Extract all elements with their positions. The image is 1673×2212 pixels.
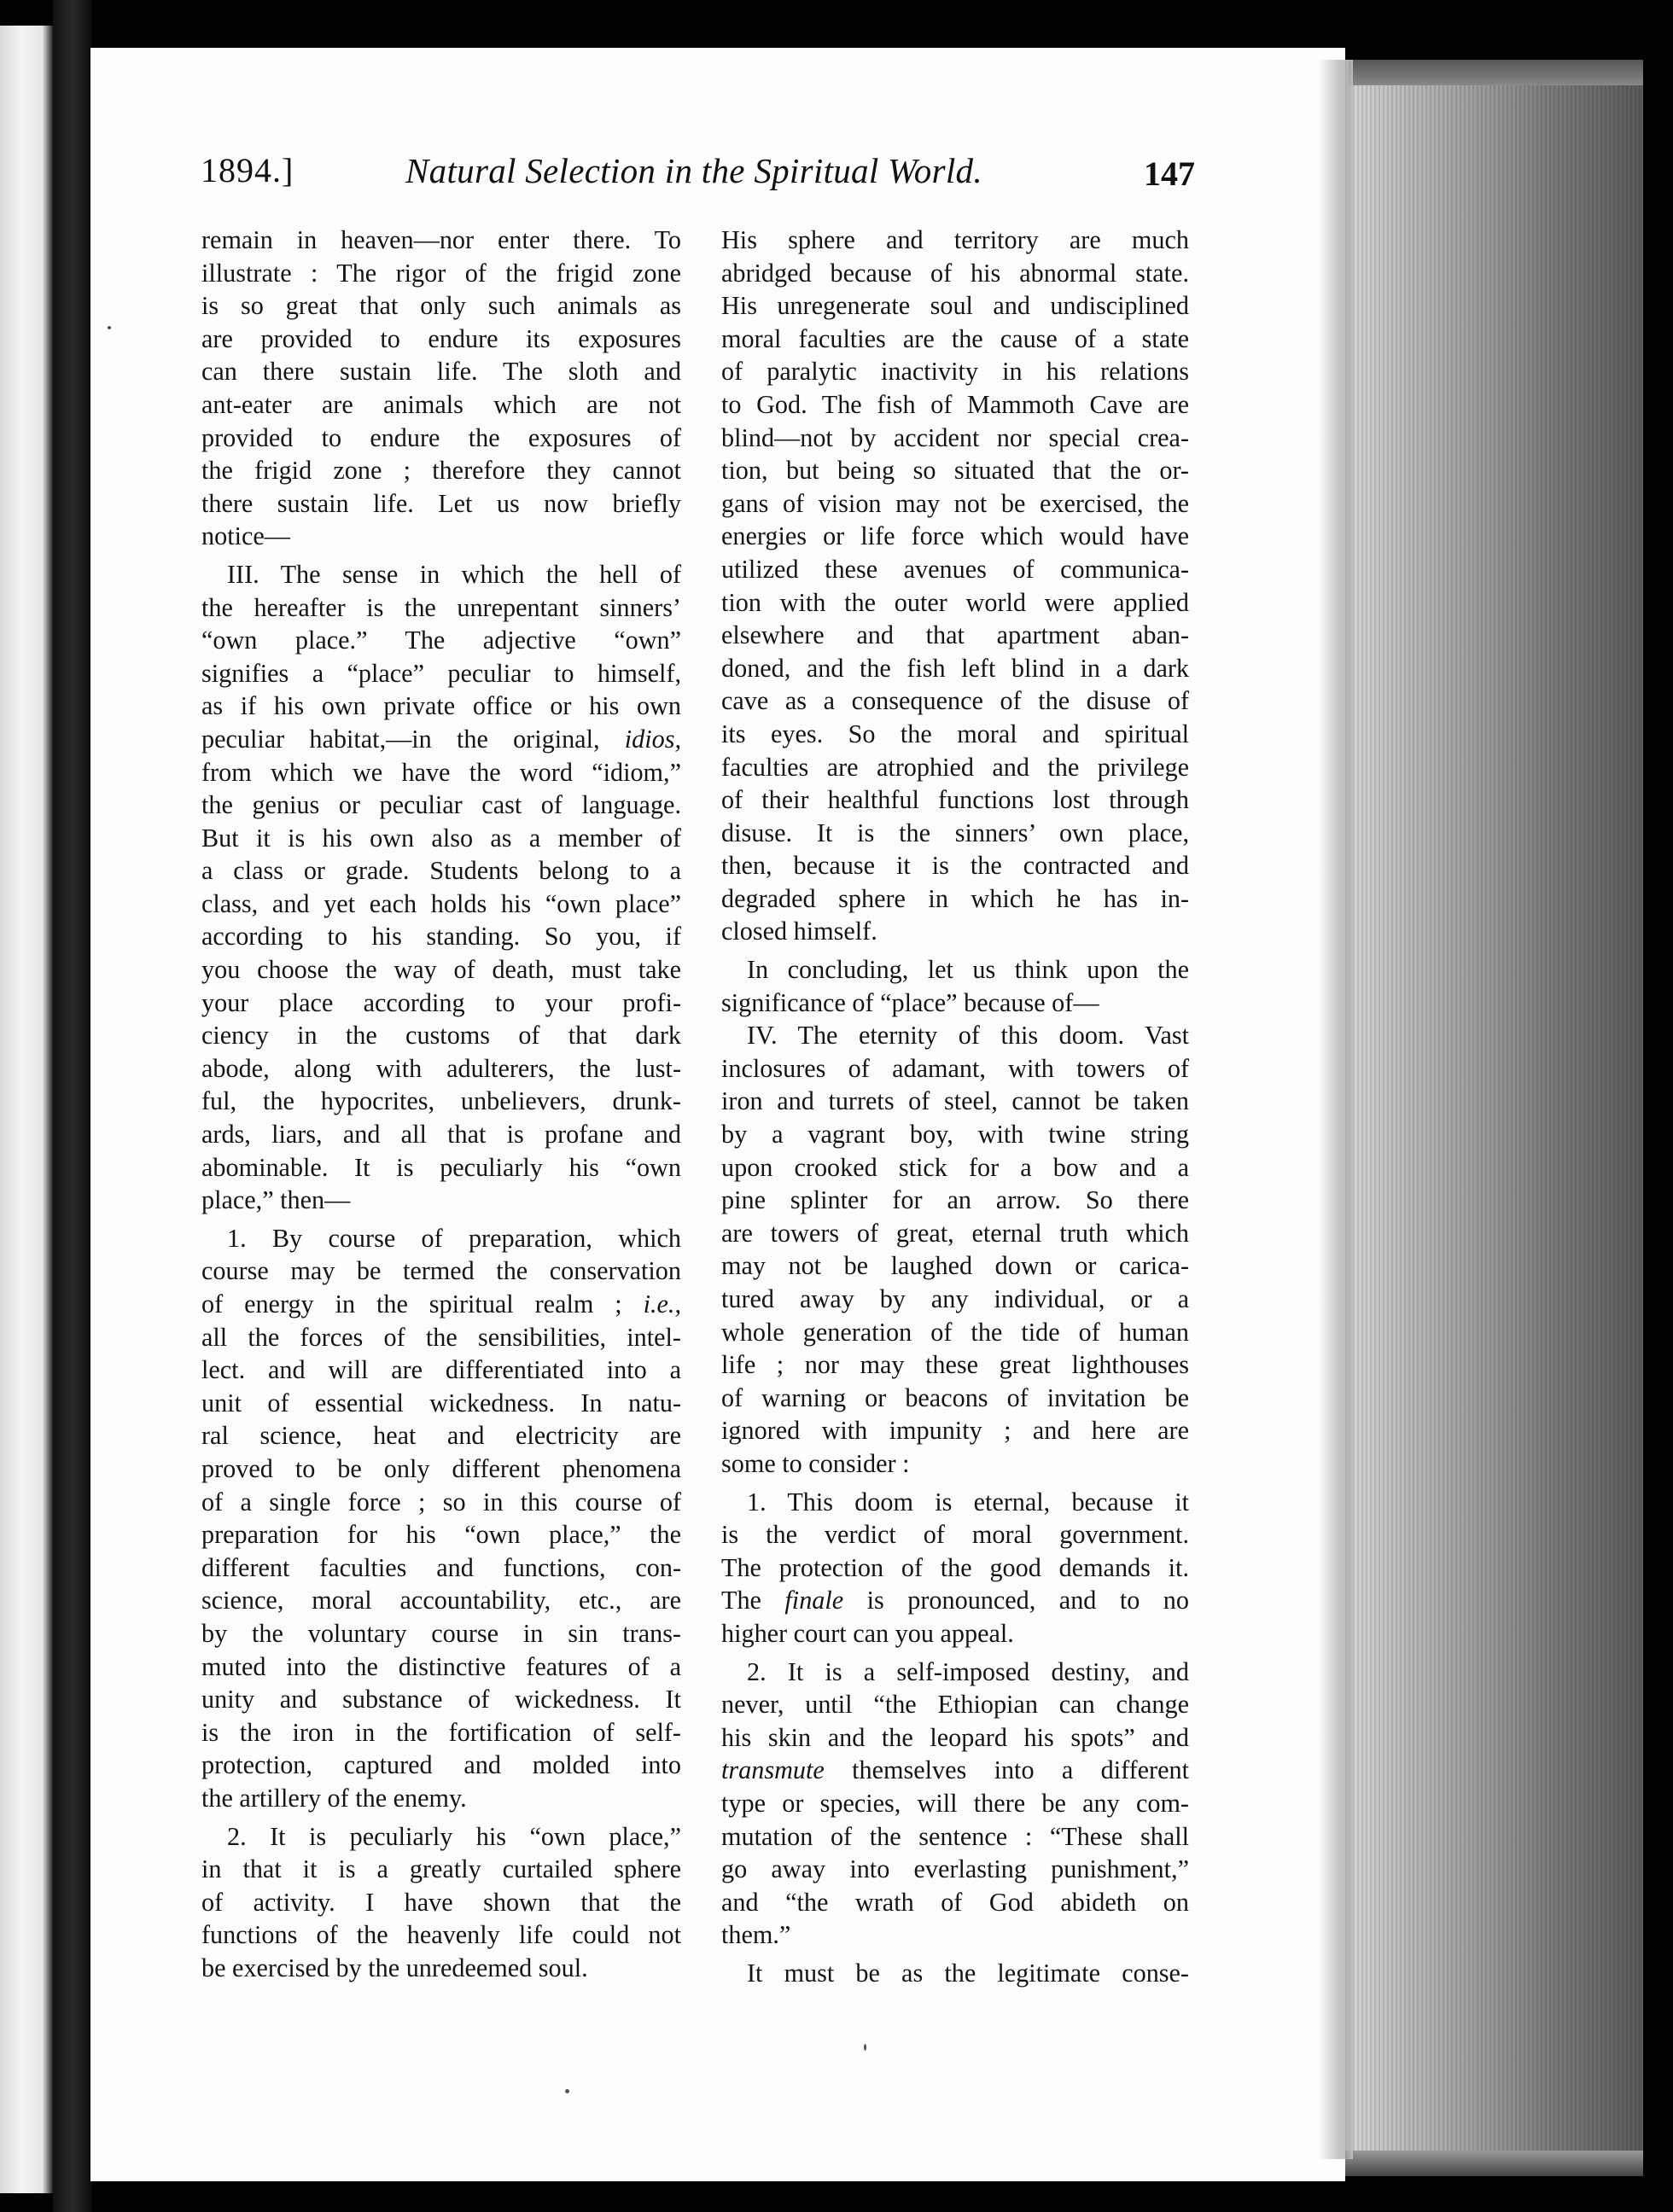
text-line: The protection of the good demands it.: [721, 1552, 1189, 1582]
text-line: can there sustain life. The sloth and: [201, 357, 681, 387]
text-line: doned, and the fish left blind in a dark: [721, 653, 1189, 683]
text-line: is the verdict of moral government.: [721, 1520, 1189, 1550]
text-line: abode, along with adulterers, the lust-: [201, 1053, 681, 1083]
text-line: In concluding, let us think upon the: [747, 955, 1189, 985]
text-line: blind—not by accident nor special crea-: [721, 422, 1189, 452]
text-line: is the iron in the fortification of self-: [201, 1717, 681, 1747]
text-line: upon crooked stick for a bow and a: [721, 1152, 1189, 1182]
text-line: there sustain life. Let us now briefly: [201, 488, 681, 518]
running-header: [201, 150, 1195, 201]
text-line: to God. The fish of Mammoth Cave are: [721, 389, 1189, 419]
text-line: ards, liars, and all that is profane and: [201, 1120, 681, 1150]
text-line: muted into the distinctive features of a: [201, 1651, 681, 1681]
text-line: peculiar habitat,—in the original, idios,: [201, 724, 681, 754]
text-line: the artillery of the enemy.: [201, 1783, 467, 1813]
text-line: of paralytic inactivity in his relations: [721, 357, 1189, 387]
page-edge-shadow: [1319, 60, 1353, 2159]
left-column: [201, 224, 681, 1984]
text-line: provided to endure the exposures of: [201, 422, 681, 452]
text-line: signifies a “place” peculiar to himself,: [201, 658, 681, 688]
text-line: be exercised by the unredeemed soul.: [201, 1953, 588, 1982]
text-line: the hereafter is the unrepentant sinners’: [201, 592, 681, 622]
text-line: abridged because of his abnormal state.: [721, 258, 1189, 288]
text-line: functions of the heavenly life could not: [201, 1920, 681, 1950]
header-title: Natural Selection in the Spiritual World.: [405, 151, 982, 190]
text-line: in that it is a greatly curtailed sphere: [201, 1854, 681, 1884]
text-line: unit of essential wickedness. In natu-: [201, 1388, 681, 1417]
text-line: tured away by any individual, or a: [721, 1284, 1189, 1313]
text-line: and “the wrath of God abideth on: [721, 1887, 1189, 1917]
text-line: significance of “place” because of—: [721, 987, 1099, 1017]
text-line: from which we have the word “idiom,”: [201, 757, 681, 787]
text-line: course may be termed the conservation: [201, 1256, 681, 1286]
text-line: tion, but being so situated that the or-: [721, 456, 1189, 486]
text-line: disuse. It is the sinners’ own place,: [721, 818, 1189, 847]
text-line: abominable. It is peculiarly his “own: [201, 1152, 681, 1182]
print-speck: [108, 326, 111, 329]
text-line: notice—: [201, 521, 290, 551]
text-line: cave as a consequence of the disuse of: [721, 686, 1189, 716]
text-line: It must be as the legitimate conse-: [747, 1958, 1189, 1988]
facing-page-edge: [0, 26, 53, 2193]
text-line: as if his own private office or his own: [201, 691, 681, 721]
text-line: science, moral accountability, etc., are: [201, 1586, 681, 1615]
text-line: life ; nor may these great lighthouses: [721, 1350, 1189, 1380]
text-line: of energy in the spiritual realm ; i.e.,: [201, 1289, 681, 1318]
text-line: ignored with impunity ; and here are: [721, 1416, 1189, 1446]
text-line: iron and turrets of steel, cannot be taken: [721, 1086, 1189, 1116]
text-line: its eyes. So the moral and spiritual: [721, 719, 1189, 748]
text-line: you choose the way of death, must take: [201, 955, 681, 985]
text-line: IV. The eternity of this doom. Vast: [747, 1021, 1189, 1051]
text-line: degraded sphere in which he has in-: [721, 883, 1189, 913]
text-line: according to his standing. So you, if: [201, 922, 681, 952]
text-line: ant-eater are animals which are not: [201, 389, 681, 419]
text-line: type or species, will there be any com-: [721, 1788, 1189, 1818]
text-line: his skin and the leopard his spots” and: [721, 1722, 1189, 1752]
text-line: 2. It is peculiarly his “own place,”: [227, 1821, 681, 1851]
text-line: different faculties and functions, con-: [201, 1552, 681, 1582]
page-edges-stack: [1340, 60, 1643, 2168]
text-line: all the forces of the sensibilities, intel-: [201, 1322, 681, 1352]
text-line: utilized these avenues of communica-: [721, 554, 1189, 584]
text-line: whole generation of the tide of human: [721, 1317, 1189, 1347]
print-speck: [565, 2089, 569, 2093]
text-line: gans of vision may not be exercised, the: [721, 488, 1189, 518]
text-line: His sphere and territory are much: [721, 225, 1189, 254]
right-column: [721, 224, 1189, 1989]
print-speck: [864, 2044, 866, 2051]
text-line: then, because it is the contracted and: [721, 851, 1189, 881]
text-line: lect. and will are differentiated into a: [201, 1355, 681, 1385]
text-line: a class or grade. Students belong to a: [201, 856, 681, 886]
text-line: elsewhere and that apartment aban-: [721, 620, 1189, 650]
text-line: are towers of great, eternal truth which: [721, 1218, 1189, 1248]
page-stack-bottom: [1327, 2151, 1643, 2176]
text-line: moral faculties are the cause of a state: [721, 323, 1189, 353]
text-line: some to consider :: [721, 1448, 910, 1478]
text-line: ful, the hypocrites, unbelievers, drunk-: [201, 1086, 681, 1116]
text-line: transmute themselves into a different: [721, 1755, 1189, 1785]
text-line: proved to be only different phenomena: [201, 1453, 681, 1483]
text-line: faculties are atrophied and the privilege: [721, 752, 1189, 782]
text-line: is so great that only such animals as: [201, 291, 681, 321]
text-line: the frigid zone ; therefore they cannot: [201, 456, 681, 486]
text-line: by a vagrant boy, with twine string: [721, 1120, 1189, 1150]
text-line: higher court can you appeal.: [721, 1618, 1014, 1648]
text-line: energies or life force which would have: [721, 521, 1189, 551]
text-line: ral science, heat and electricity are: [201, 1421, 681, 1451]
text-line: The finale is pronounced, and to no: [721, 1586, 1189, 1615]
page-number: 147: [1144, 154, 1195, 193]
header-year: 1894.]: [201, 151, 294, 189]
text-line: 1. By course of preparation, which: [227, 1223, 681, 1253]
text-line: inclosures of adamant, with towers of: [721, 1053, 1189, 1083]
text-line: III. The sense in which the hell of: [227, 559, 681, 589]
text-line: are provided to endure its exposures: [201, 323, 681, 353]
text-line: pine splinter for an arrow. So there: [721, 1185, 1189, 1215]
text-line: ciency in the customs of that dark: [201, 1021, 681, 1051]
text-line: them.”: [721, 1920, 791, 1950]
text-line: of their healthful functions lost through: [721, 785, 1189, 815]
text-line: class, and yet each holds his “own place”: [201, 888, 681, 918]
text-line: 1. This doom is eternal, because it: [747, 1487, 1189, 1516]
page-stack-top: [1349, 60, 1643, 85]
text-line: tion with the outer world were applied: [721, 587, 1189, 617]
text-line: closed himself.: [721, 917, 877, 946]
text-line: place,” then—: [201, 1185, 351, 1215]
book-gutter: [53, 0, 92, 2212]
text-line: 2. It is a self-imposed destiny, and: [747, 1656, 1189, 1686]
text-line: of a single force ; so in this course of: [201, 1487, 681, 1516]
text-line: may not be laughed down or carica-: [721, 1251, 1189, 1281]
text-line: mutation of the sentence : “These shall: [721, 1821, 1189, 1851]
text-line: His unregenerate soul and undisciplined: [721, 291, 1189, 321]
text-line: “own place.” The adjective “own”: [201, 626, 681, 655]
text-line: But it is his own also as a member of: [201, 823, 681, 853]
text-line: your place according to your profi-: [201, 987, 681, 1017]
text-line: by the voluntary course in sin trans-: [201, 1618, 681, 1648]
text-line: protection, captured and molded into: [201, 1750, 681, 1780]
text-line: never, until “the Ethiopian can change: [721, 1690, 1189, 1720]
text-line: go away into everlasting punishment,”: [721, 1854, 1189, 1884]
text-line: of warning or beacons of invitation be: [721, 1382, 1189, 1412]
text-line: of activity. I have shown that the: [201, 1887, 681, 1917]
text-line: unity and substance of wickedness. It: [201, 1685, 681, 1714]
text-line: preparation for his “own place,” the: [201, 1520, 681, 1550]
text-line: remain in heaven—nor enter there. To: [201, 225, 681, 254]
text-line: illustrate : The rigor of the frigid zone: [201, 258, 681, 288]
text-line: the genius or peculiar cast of language.: [201, 790, 681, 820]
